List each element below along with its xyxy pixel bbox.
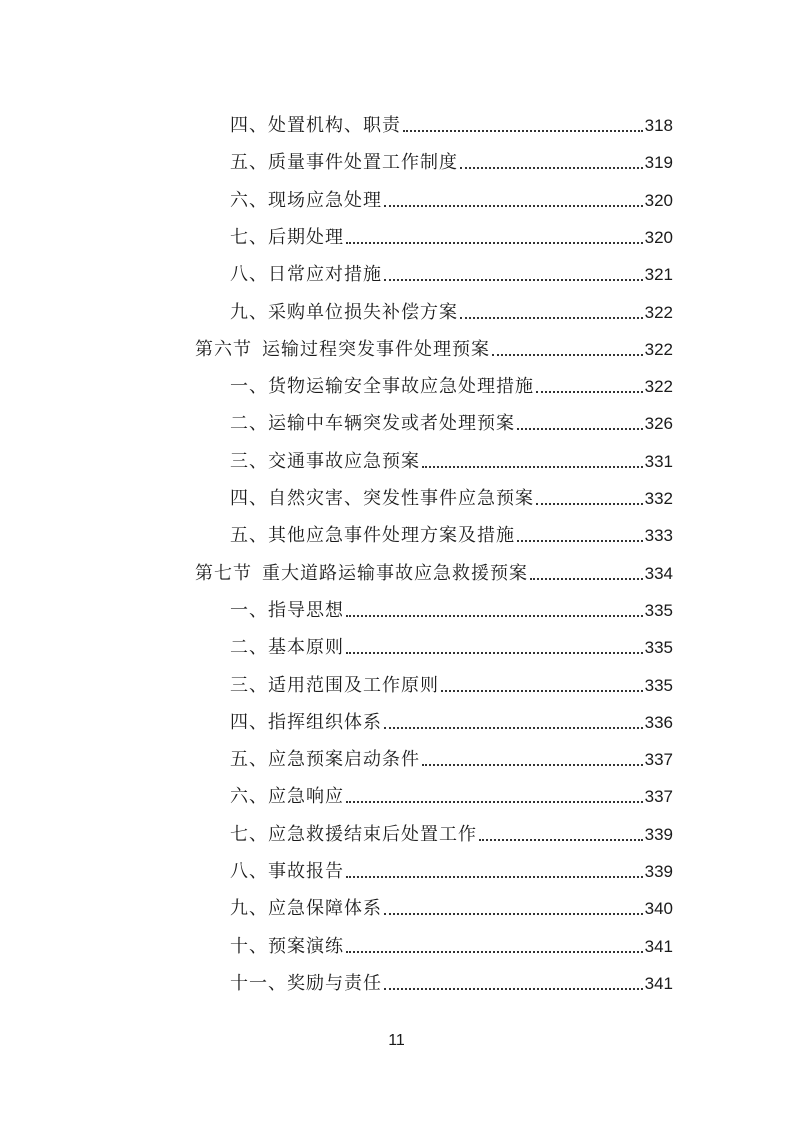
toc-entry-page: 337	[644, 787, 673, 807]
toc-dot-leader	[479, 839, 643, 841]
toc-entry-number: 二、	[230, 637, 268, 659]
toc-entry-number: 二、	[230, 413, 268, 435]
toc-entry-number: 五、	[230, 525, 268, 547]
toc-dot-leader	[346, 615, 643, 617]
toc-entry-page: 339	[644, 824, 673, 844]
toc-entry-page: 333	[644, 526, 673, 546]
toc-dot-leader	[536, 391, 643, 393]
toc-entry-page: 335	[644, 675, 673, 695]
toc-dot-leader	[384, 279, 643, 281]
toc-entry-page: 319	[644, 153, 673, 173]
toc-entry[interactable]	[230, 846, 673, 883]
toc-entry-page: 334	[644, 563, 673, 583]
toc-entry-page: 322	[644, 302, 673, 322]
toc-entry[interactable]	[230, 287, 673, 324]
toc-entry[interactable]	[230, 921, 673, 958]
toc-entry-title: 采购单位损失补偿方案	[268, 301, 458, 323]
toc-entry[interactable]	[230, 212, 673, 249]
toc-entry[interactable]	[230, 137, 673, 174]
toc-entry[interactable]	[230, 249, 673, 286]
toc-dot-leader	[384, 913, 643, 915]
toc-entry[interactable]	[230, 660, 673, 697]
toc-entry-title: 重大道路运输事故应急救援预案	[262, 562, 528, 584]
toc-entry-title: 质量事件处置工作制度	[268, 152, 458, 174]
toc-entry-title: 事故报告	[268, 861, 344, 882]
toc-entry-page: 335	[644, 600, 673, 620]
toc-dot-leader	[384, 988, 643, 990]
toc-entry[interactable]	[230, 473, 673, 510]
toc-dot-leader	[403, 130, 643, 132]
toc-entry-title: 日常应对措施	[268, 264, 382, 286]
toc-entry-page: 341	[644, 973, 673, 993]
toc-entry-page: 322	[644, 377, 673, 397]
toc-dot-leader	[460, 317, 643, 319]
toc-entry[interactable]	[230, 883, 673, 920]
toc-entry-number: 一、	[230, 599, 268, 621]
toc-entry-title: 指导思想	[268, 599, 344, 621]
toc-entry-number: 八、	[230, 861, 268, 882]
toc-entry-number: 八、	[230, 264, 268, 286]
toc-entry-page: 320	[644, 190, 673, 210]
toc-entry-number: 第六节	[195, 338, 252, 360]
toc-entry-title: 基本原则	[268, 637, 344, 659]
toc-entry-page: 326	[644, 414, 673, 434]
toc-entry-number: 三、	[230, 674, 268, 696]
toc-entry-page: 331	[644, 451, 673, 471]
toc-entry[interactable]	[230, 958, 673, 995]
toc-entry-title: 应急预案启动条件	[268, 749, 420, 771]
toc-entry-number: 一、	[230, 376, 268, 398]
toc-dot-leader	[346, 242, 643, 244]
toc-entry-number: 十、	[230, 935, 268, 957]
toc-entry[interactable]	[230, 510, 673, 547]
toc-entry-title: 自然灾害、突发性事件应急预案	[268, 488, 534, 509]
toc-dot-leader	[346, 801, 643, 803]
page-number: 11	[388, 1032, 405, 1049]
toc-dot-leader	[536, 503, 643, 505]
toc-entry-title: 运输过程突发事件处理预案	[262, 338, 490, 360]
toc-dot-leader	[530, 578, 643, 580]
toc-entry-title: 货物运输安全事故应急处理措施	[268, 376, 534, 398]
toc-entry[interactable]	[230, 436, 673, 473]
toc-dot-leader	[441, 690, 643, 692]
toc-entry-page: 337	[644, 750, 673, 770]
toc-entry-title: 应急保障体系	[268, 898, 382, 920]
toc-dot-leader	[460, 167, 643, 169]
toc-entry[interactable]	[230, 100, 673, 137]
toc-entry-number: 三、	[230, 450, 268, 472]
toc-dot-leader	[384, 727, 643, 729]
toc-section-entry[interactable]	[195, 324, 673, 361]
toc-entry-page: 322	[644, 339, 673, 359]
toc-dot-leader	[346, 652, 643, 654]
toc-entry-number: 九、	[230, 898, 268, 920]
toc-dot-leader	[422, 466, 643, 468]
toc-entry-number: 四、	[230, 711, 268, 733]
toc-entry-number: 第七节	[195, 562, 252, 584]
toc-entry-title: 奖励与责任	[287, 972, 382, 994]
toc-entry-title: 现场应急处理	[268, 189, 382, 211]
toc-entry-title: 运输中车辆突发或者处理预案	[268, 413, 515, 435]
toc-entry-title: 指挥组织体系	[268, 711, 382, 733]
toc-entry-number: 九、	[230, 301, 268, 323]
toc-entry-page: 336	[644, 712, 673, 732]
toc-entry-number: 十一、	[230, 972, 287, 994]
toc-entry-number: 六、	[230, 189, 268, 211]
toc-entry-title: 适用范围及工作原则	[268, 674, 439, 696]
toc-dot-leader	[346, 876, 643, 878]
toc-entry-page: 318	[644, 116, 673, 135]
toc-entry-number: 四、	[230, 488, 268, 509]
toc-entry-page: 340	[644, 899, 673, 919]
toc-entry[interactable]	[230, 771, 673, 808]
toc-entry[interactable]	[230, 622, 673, 659]
toc-entry-title: 交通事故应急预案	[268, 450, 420, 472]
toc-entry-title: 预案演练	[268, 935, 344, 957]
toc-entry-number: 七、	[230, 823, 268, 845]
toc-entry[interactable]	[230, 809, 673, 846]
toc-entry[interactable]	[230, 585, 673, 622]
toc-entry-page: 339	[644, 862, 673, 881]
toc-dot-leader	[517, 540, 643, 542]
toc-entry-title: 应急响应	[268, 786, 344, 808]
toc-entry-title: 应急救援结束后处置工作	[268, 823, 477, 845]
toc-entry-title: 后期处理	[268, 226, 344, 248]
toc-dot-leader	[422, 764, 643, 766]
toc-entry-page: 341	[644, 936, 673, 956]
toc-entry[interactable]	[230, 734, 673, 771]
toc-entry[interactable]	[230, 361, 673, 398]
toc-entry-page: 335	[644, 638, 673, 658]
toc-entry-number: 四、	[230, 115, 268, 136]
toc-entry-title: 其他应急事件处理方案及措施	[268, 525, 515, 547]
toc-entry-page: 332	[644, 489, 673, 508]
toc-entry-page: 321	[644, 265, 673, 285]
toc-dot-leader	[517, 428, 643, 430]
toc-dot-leader	[346, 951, 643, 953]
toc-entry-number: 五、	[230, 749, 268, 771]
toc-entry[interactable]	[230, 398, 673, 435]
toc-dot-leader	[492, 354, 643, 356]
toc-entry-page: 320	[644, 227, 673, 247]
toc-entry-number: 五、	[230, 152, 268, 174]
toc-entry-number: 七、	[230, 226, 268, 248]
toc-entry[interactable]	[230, 175, 673, 212]
toc-section-entry[interactable]	[195, 548, 673, 585]
toc-entry-number: 六、	[230, 786, 268, 808]
toc-entry-title: 处置机构、职责	[268, 115, 401, 136]
toc-dot-leader	[384, 205, 643, 207]
toc-entry[interactable]	[230, 697, 673, 734]
